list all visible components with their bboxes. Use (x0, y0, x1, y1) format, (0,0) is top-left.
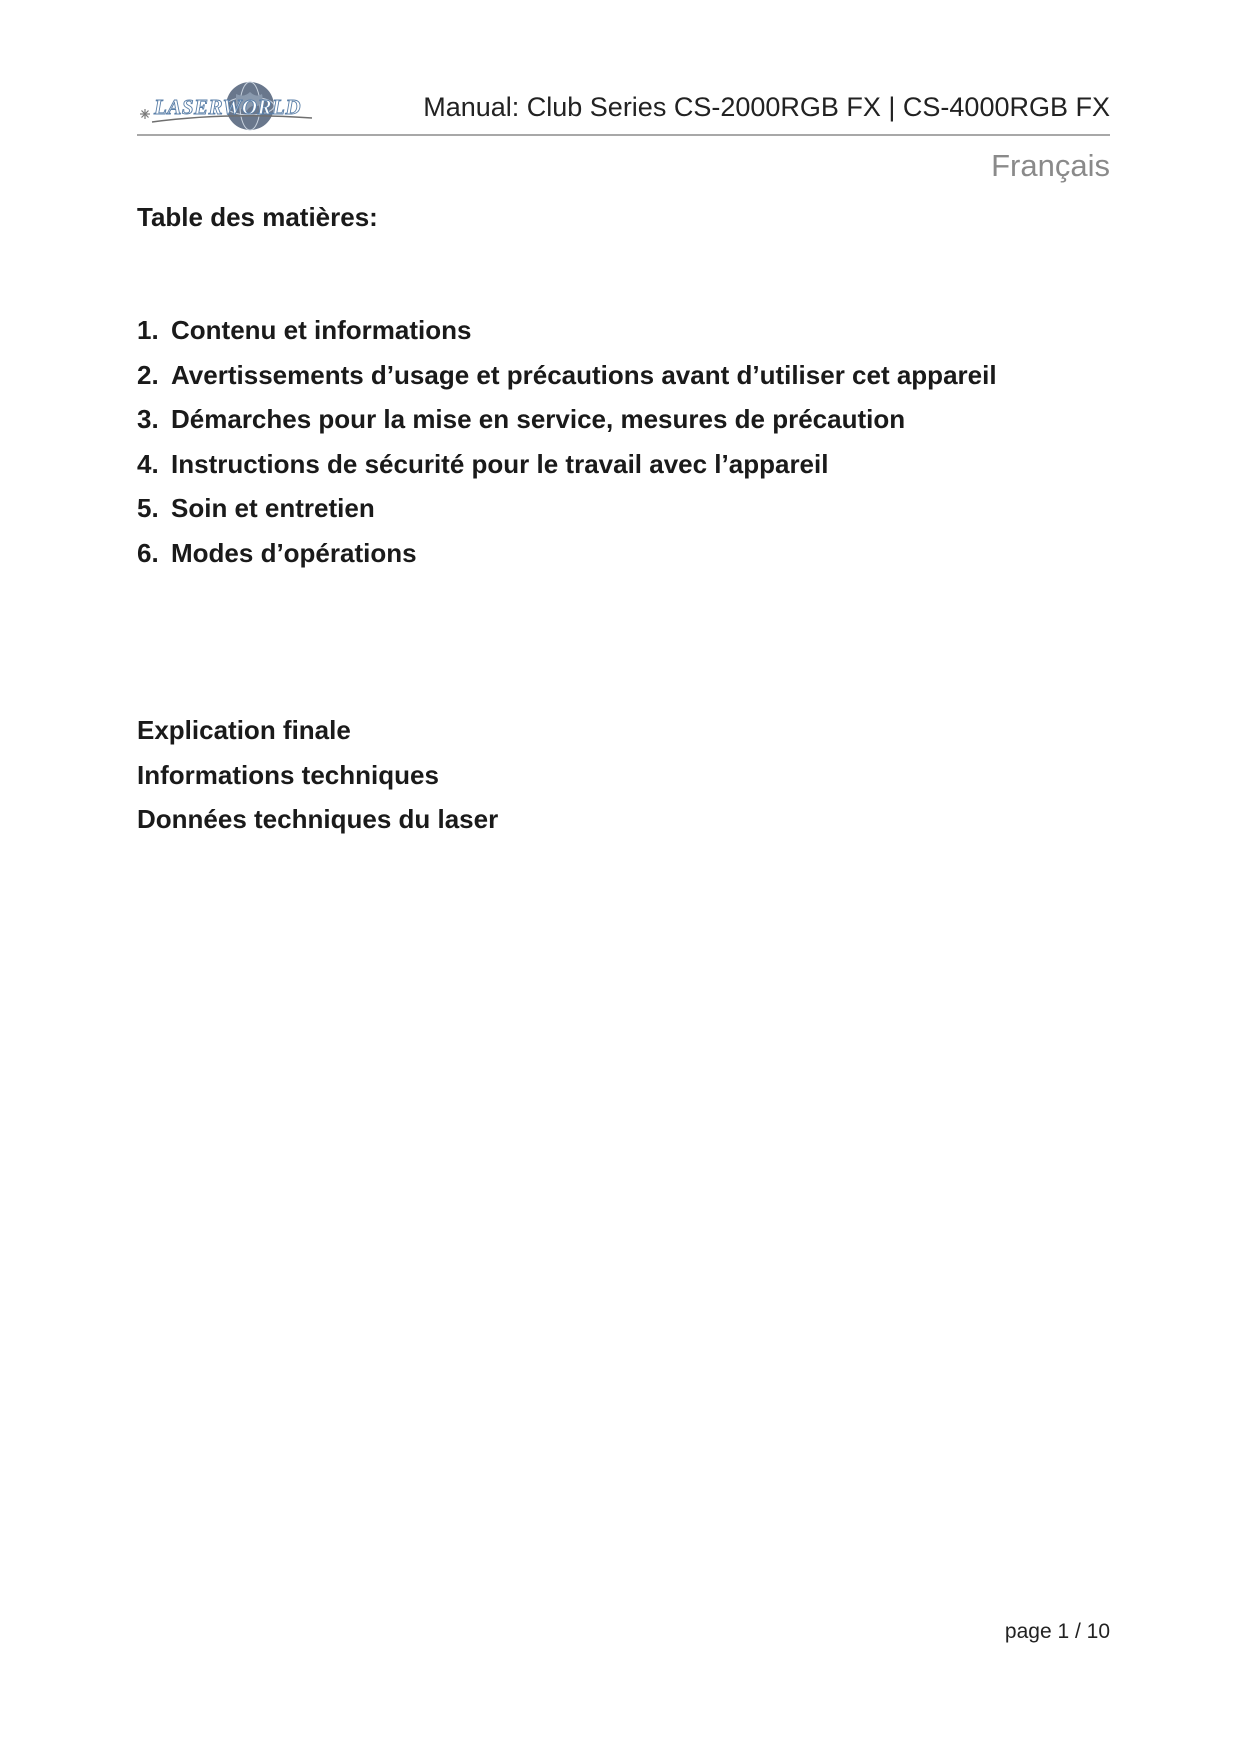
toc-item (137, 535, 997, 580)
toc-item-label: Contenu et informations (171, 315, 472, 345)
toc-item-label: Démarches pour la mise en service, mesures de précaution (171, 404, 906, 435)
toc-item-number: 6. (137, 537, 159, 568)
toc-item (137, 357, 997, 402)
toc-extra-list (137, 712, 498, 846)
toc-extra-item: Informations techniques (137, 759, 439, 790)
toc-item (137, 312, 997, 357)
toc-item-label: Avertissements d’usage et précautions avant d’utiliser cet appareil (171, 359, 997, 390)
toc-item-label: Modes d’opérations (171, 537, 417, 568)
language-label: Français (991, 148, 1110, 183)
toc-item-number: 4. (137, 448, 159, 479)
toc-extra-item: Données techniques du laser (137, 804, 499, 835)
toc-item (137, 446, 997, 491)
toc-item-number: 3. (137, 404, 159, 435)
toc-item-number: 2. (137, 359, 159, 390)
header-divider (137, 134, 1110, 136)
page-number: page 1 / 10 (1004, 1620, 1110, 1643)
toc-item-label: Instructions de sécurité pour le travail avec l’appareil (171, 448, 829, 479)
manual-title: Manual: Club Series CS-2000RGB FX | CS-4000RGB FX (423, 92, 1110, 122)
logo-star-icon (140, 109, 150, 119)
toc-extra-item: Explication finale (137, 715, 351, 745)
toc-heading: Table des matières: (137, 202, 378, 232)
toc-list (137, 312, 997, 580)
toc-item (137, 401, 997, 446)
toc-item-label: Soin et entretien (171, 493, 375, 524)
logo-text: LASERWORLD (154, 95, 301, 119)
laserworld-logo (136, 78, 321, 134)
toc-item-number: 1. (137, 315, 159, 345)
toc-item (137, 490, 997, 535)
toc-item-number: 5. (137, 493, 159, 524)
